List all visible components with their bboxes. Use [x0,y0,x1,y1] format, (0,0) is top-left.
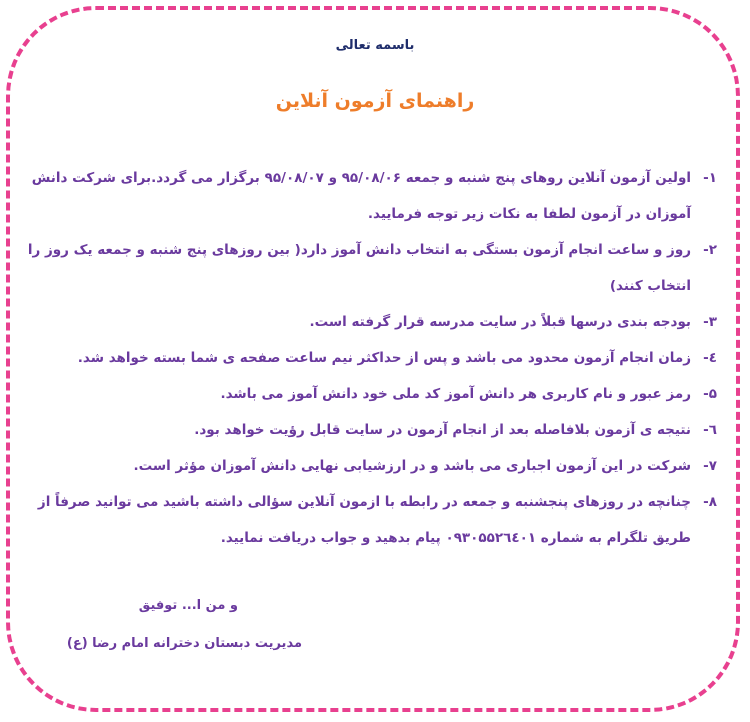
instruction-item-8 [27,484,717,556]
instructions-list [27,160,717,556]
basmala-heading: باسمه تعالی [335,38,415,53]
item-number: ۵- [703,386,717,402]
item-number: ٤- [703,350,717,366]
closing-phrase: و من ا... توفیق [138,598,238,613]
item-number: ۸- [703,494,717,510]
instruction-item-3 [27,304,717,340]
item-text: چنانچه در روزهای پنجشنبه و جمعه در رابطه با ازمون آنلاین سؤالی داشته باشید می توانید صرفاً از طریق تلگرام به شماره ۰۹۳۰۵۵۲٦٤۰۱ پیام بدهید و جواب دریافت نمایید. [37,494,691,546]
item-number: ۲- [703,242,717,258]
instruction-item-7 [27,448,717,484]
item-text: نتیجه ی آزمون بلافاصله بعد از انجام آزمون در سایت قابل رؤیت خواهد بود. [194,422,691,438]
school-signature: مدیریت دبستان دخترانه امام رضا (ع) [66,636,302,651]
instruction-item-2 [27,232,717,304]
item-number: ۳- [703,314,717,330]
item-number: ٦- [703,422,717,438]
instruction-item-5 [27,376,717,412]
item-text: رمز عبور و نام کاربری هر دانش آموز کد ملی خود دانش آموز می باشد. [220,386,691,402]
instruction-item-4 [27,340,717,376]
instruction-item-6 [27,412,717,448]
item-text: زمان انجام آزمون محدود می باشد و پس از حداکثر نیم ساعت صفحه ی شما بسته خواهد شد. [77,350,691,366]
item-text: اولین آزمون آنلاین روهای پنج شنبه و جمعه ۹۵/۰۸/۰۶ و ۹۵/۰۸/۰۷ برگزار می گردد.برای شرکت دانش آموزان در آزمون لطفا به نکات زیر توجه فرمایید. [31,170,691,222]
item-text: بودجه بندی درسها قبلاً در سایت مدرسه قرار گرفته است. [309,314,691,330]
item-number: ۷- [703,458,717,474]
item-text: روز و ساعت انجام آزمون بستگی به انتخاب دانش آموز دارد( بین روزهای پنج شنبه و جمعه یک روز را انتخاب کنند) [27,242,691,294]
page-title: راهنمای آزمون آنلاین [275,90,475,112]
item-text: شرکت در این آزمون اجباری می باشد و در ارزشیابی نهایی دانش آموزان مؤثر است. [133,458,691,474]
instruction-item-1 [27,160,717,232]
item-number: ۱- [703,170,717,186]
